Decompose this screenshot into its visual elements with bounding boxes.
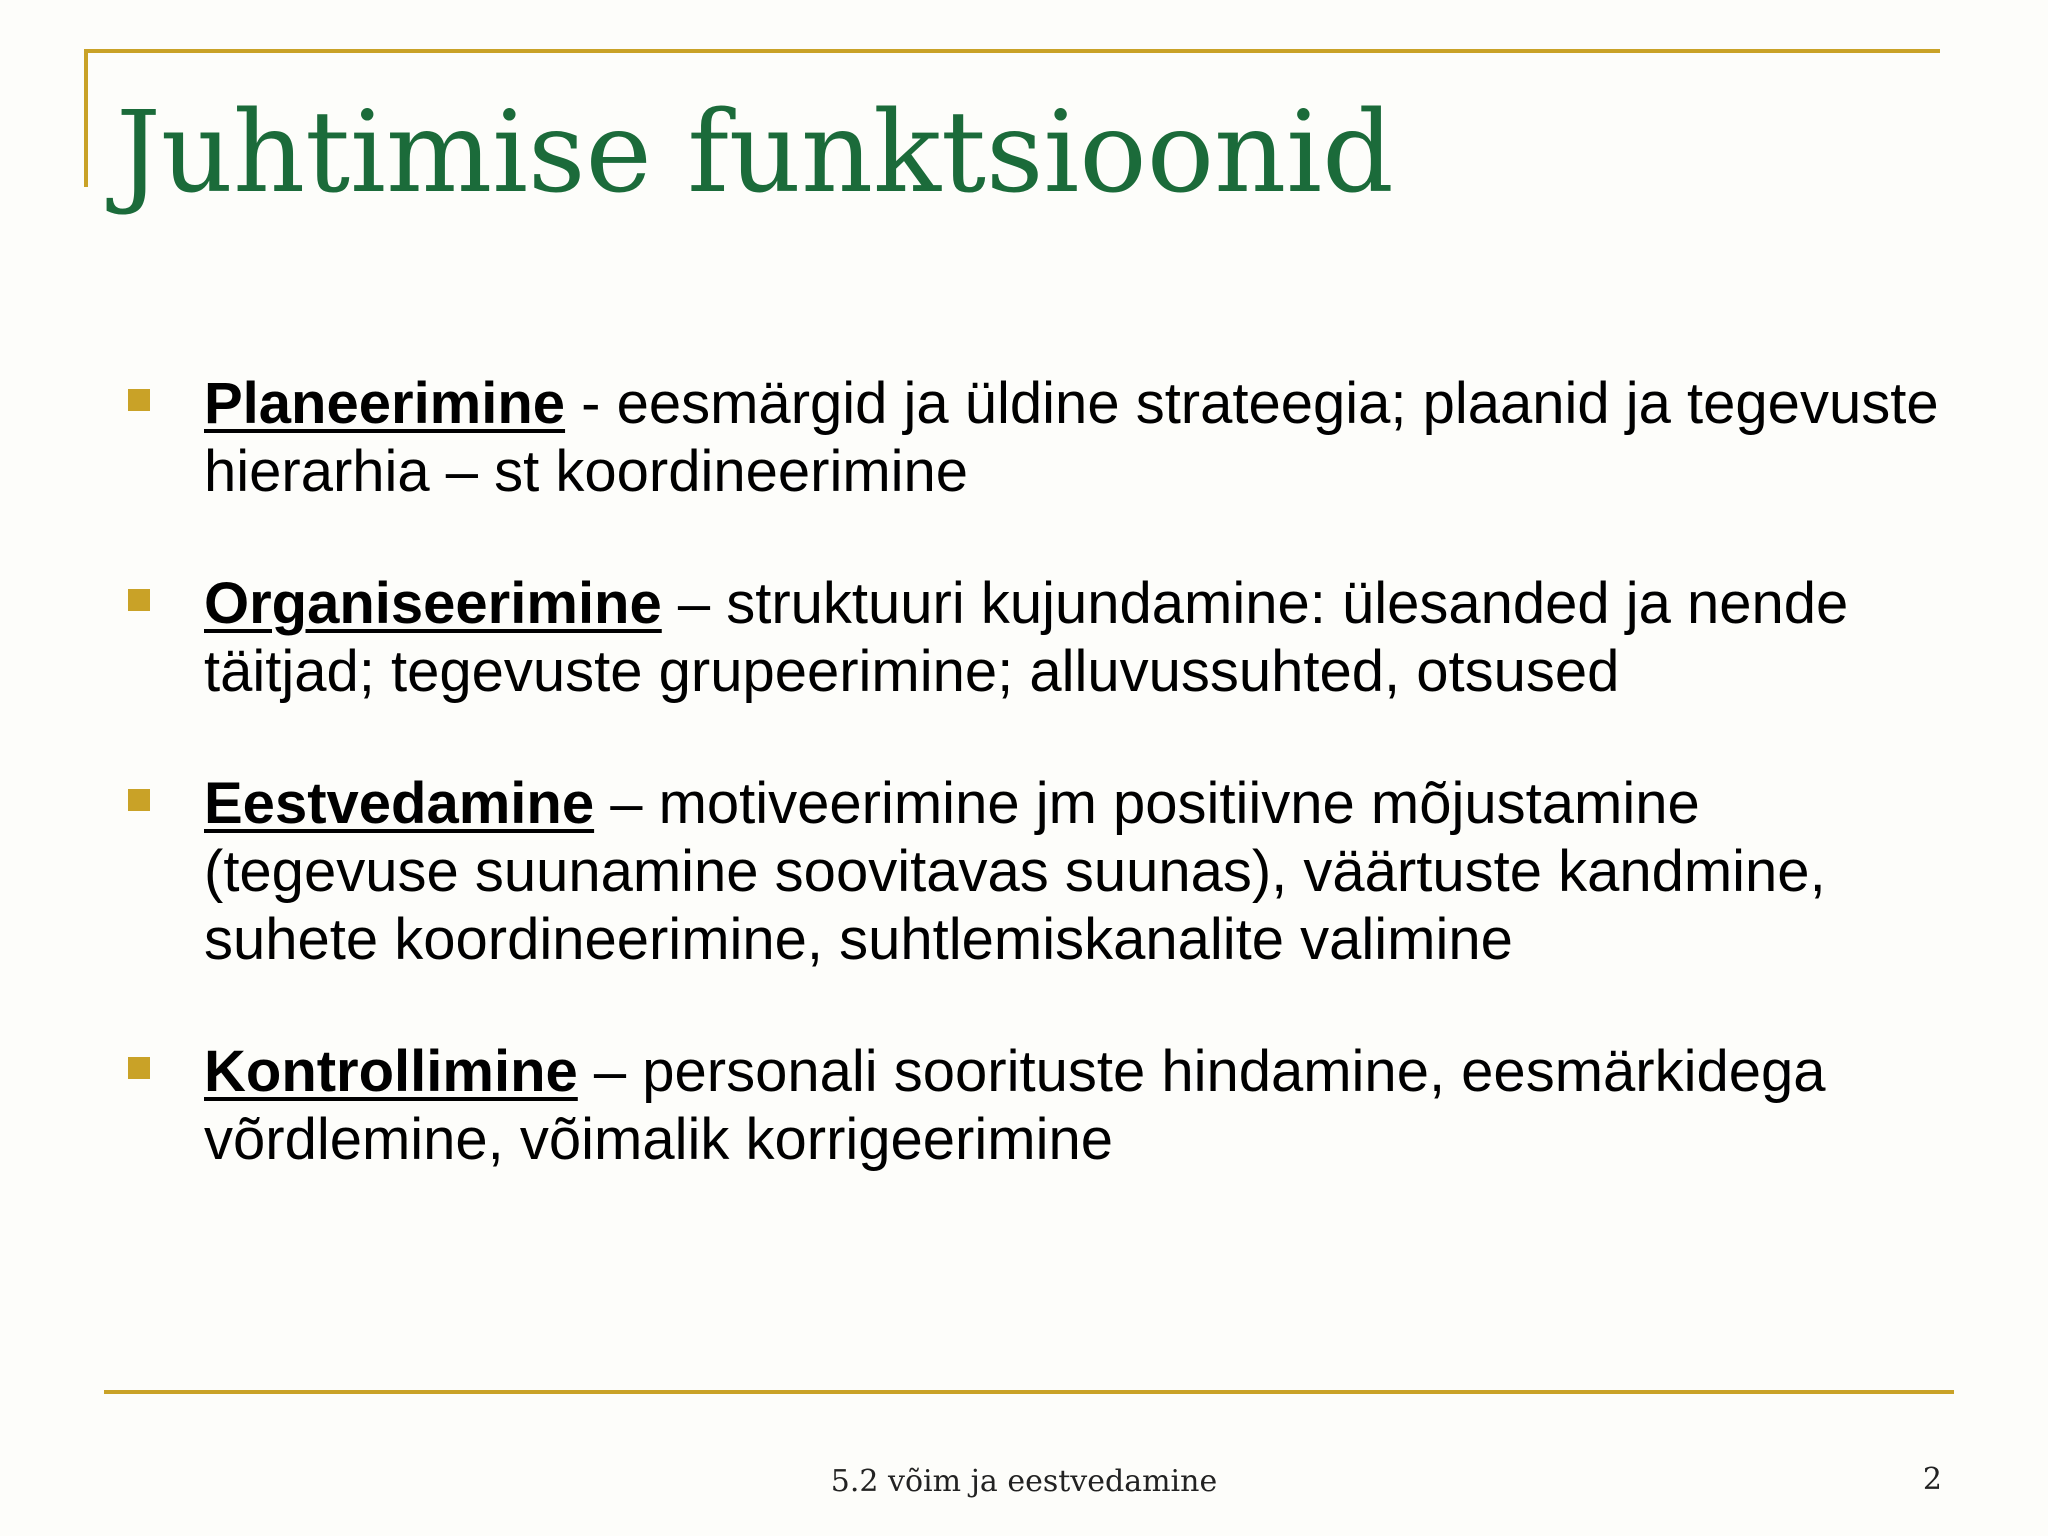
bullet-text: - eesmärgid ja üldine strateegia; plaanid ja tegevuste hierarhia – st koordineerimine	[204, 371, 1939, 504]
bullet-item-organiseerimine	[120, 570, 1950, 706]
footer-text: 5.2 võim ja eestvedamine	[830, 1464, 1218, 1499]
bullet-item-kontrollimine	[120, 1038, 1950, 1174]
slide-title: Juhtimise funktsioonid	[116, 88, 1394, 218]
square-bullet-icon	[128, 389, 150, 411]
bullet-term: Organiseerimine	[204, 571, 662, 636]
square-bullet-icon	[128, 589, 150, 611]
bullet-item-planeerimine	[120, 370, 1950, 506]
square-bullet-icon	[128, 1057, 150, 1079]
bullet-term: Planeerimine	[204, 371, 566, 436]
bullet-text: – motiveerimine jm positiivne mõjustamine (tegevuse suunamine soovitavas suunas), väärtuste kandmine, suhete koordineerimine, suhtlemiskanalite valimine	[204, 771, 1826, 972]
square-bullet-icon	[128, 789, 150, 811]
bullet-term: Kontrollimine	[204, 1039, 578, 1104]
page-number: 2	[1922, 1462, 1942, 1497]
bullet-text: – personali soorituste hindamine, eesmärkidega võrdlemine, võimalik korrigeerimine	[204, 1039, 1826, 1172]
bullet-item-eestvedamine	[120, 770, 1950, 974]
bottom-divider	[104, 1390, 1954, 1394]
bullet-text: – struktuuri kujundamine: ülesanded ja nende täitjad; tegevuste grupeerimine; alluvussuhted, otsused	[204, 571, 1849, 704]
bullet-term: Eestvedamine	[204, 771, 595, 836]
bullet-list	[120, 370, 1950, 1238]
top-divider	[86, 49, 1940, 53]
left-accent-bar	[84, 49, 88, 187]
